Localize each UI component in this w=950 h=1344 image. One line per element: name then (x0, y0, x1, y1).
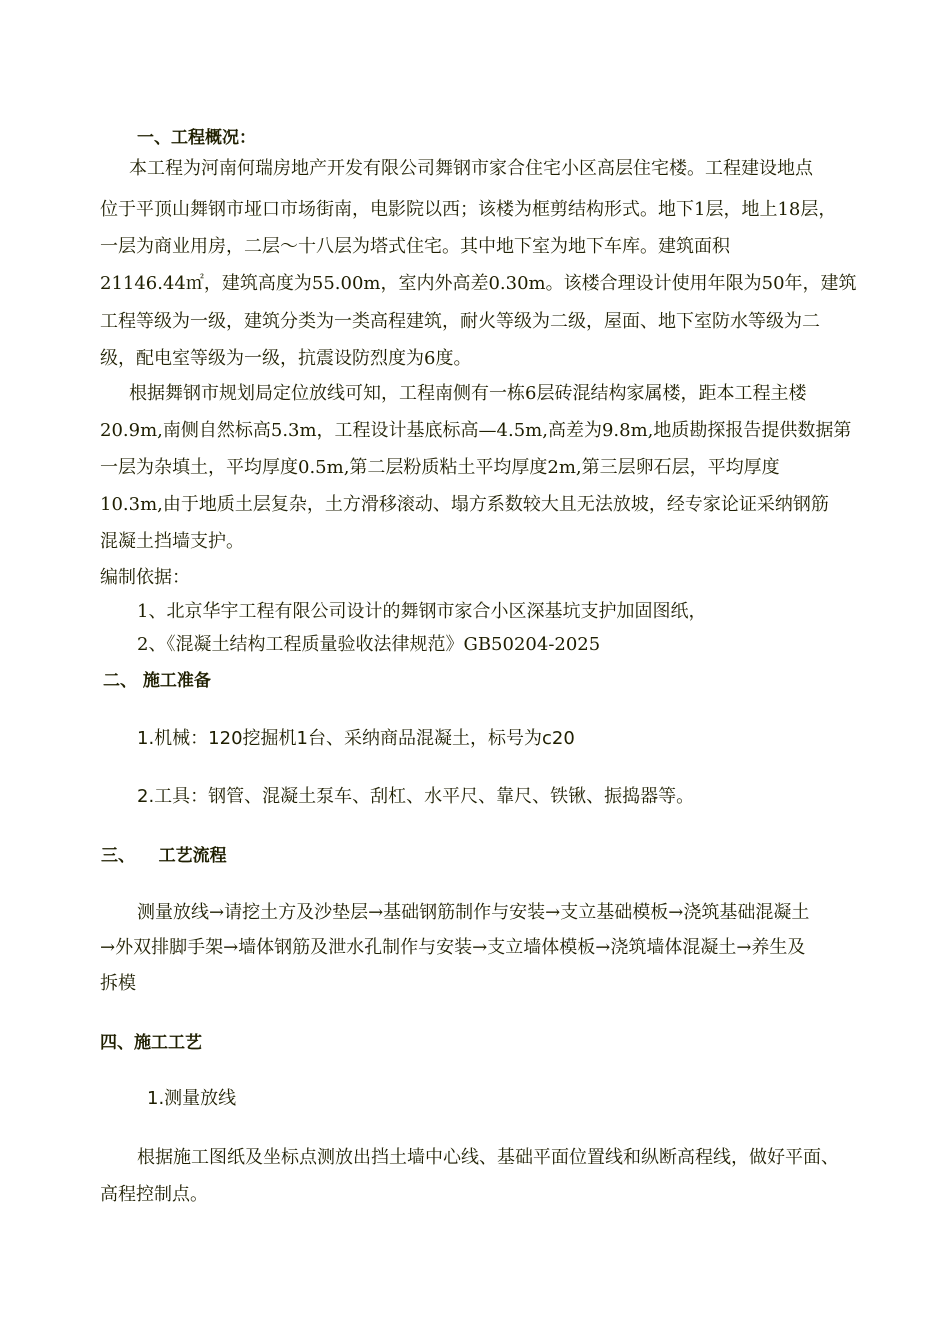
section-3-heading: 三、 工艺流程 (101, 846, 227, 866)
paragraph-line: 工程等级为一级，建筑分类为一类高程建筑，耐火等级为二级，屋面、地下室防水等级为二 (100, 311, 820, 332)
paragraph-line: 一层为商业用房，二层～十八层为塔式住宅。其中地下室为地下车库。建筑面积 (100, 236, 730, 257)
section-2-heading: 二、 施工准备 (103, 671, 211, 691)
paragraph-line: 位于平顶山舞钢市垭口市场街南，电影院以西；该楼为框剪结构形式。地下1层，地上18层， (100, 199, 837, 220)
process-flow-line: →外双排脚手架→墙体钢筋及泄水孔制作与安装→支立墙体模板→浇筑墙体混凝土→养生及 (100, 937, 806, 958)
basis-item: 2、《混凝土结构工程质量验收法律规范》GB50204-2025 (137, 634, 601, 655)
paragraph-line: 20.9m,南侧自然标高5.3m，工程设计基底标高—4.5m,高差为9.8m,地质勘探报告提供数据第 (100, 420, 852, 441)
basis-label: 编制依据： (100, 567, 190, 588)
paragraph-line: 高程控制点。 (100, 1184, 208, 1205)
paragraph-line: 10.3m,由于地质土层复杂，土方滑移滚动、塌方系数较大且无法放坡，经专家论证采纳钢筋 (100, 494, 829, 515)
paragraph-line: 混凝土挡墙支护。 (100, 531, 244, 552)
section-4-heading: 四、施工工艺 (100, 1033, 202, 1053)
section-1-heading: 一、工程概况： (137, 128, 256, 148)
basis-item: 1、北京华宇工程有限公司设计的舞钢市家合小区深基坑支护加固图纸， (137, 601, 707, 622)
paragraph-line: 一层为杂填土，平均厚度0.5m,第二层粉质粘土平均厚度2m,第三层卵石层，平均厚度 (100, 457, 780, 478)
paragraph-line: 本工程为河南何瑞房地产开发有限公司舞钢市家合住宅小区高层住宅楼。工程建设地点 (129, 158, 813, 179)
paragraph-line: 21146.44㎡，建筑高度为55.00m，室内外高差0.30m。该楼合理设计使用年限为50年，建筑 (100, 273, 857, 294)
prep-item-machinery: 1.机械：120挖掘机1台、采纳商品混凝土，标号为c20 (137, 728, 575, 749)
subsection-heading: 1.测量放线 (147, 1088, 237, 1109)
paragraph-line: 根据舞钢市规划局定位放线可知，工程南侧有一栋6层砖混结构家属楼，距本工程主楼 (129, 383, 807, 404)
paragraph-line: 级，配电室等级为一级，抗震设防烈度为6度。 (100, 348, 472, 369)
prep-item-tools: 2.工具：钢管、混凝土泵车、刮杠、水平尺、靠尺、铁锹、振捣器等。 (137, 786, 695, 807)
process-flow-line: 拆模 (100, 973, 136, 994)
paragraph-line: 根据施工图纸及坐标点测放出挡土墙中心线、基础平面位置线和纵断高程线，做好平面、 (137, 1147, 839, 1168)
process-flow-line: 测量放线→请挖土方及沙垫层→基础钢筋制作与安装→支立基础模板→浇筑基础混凝土 (137, 902, 810, 923)
